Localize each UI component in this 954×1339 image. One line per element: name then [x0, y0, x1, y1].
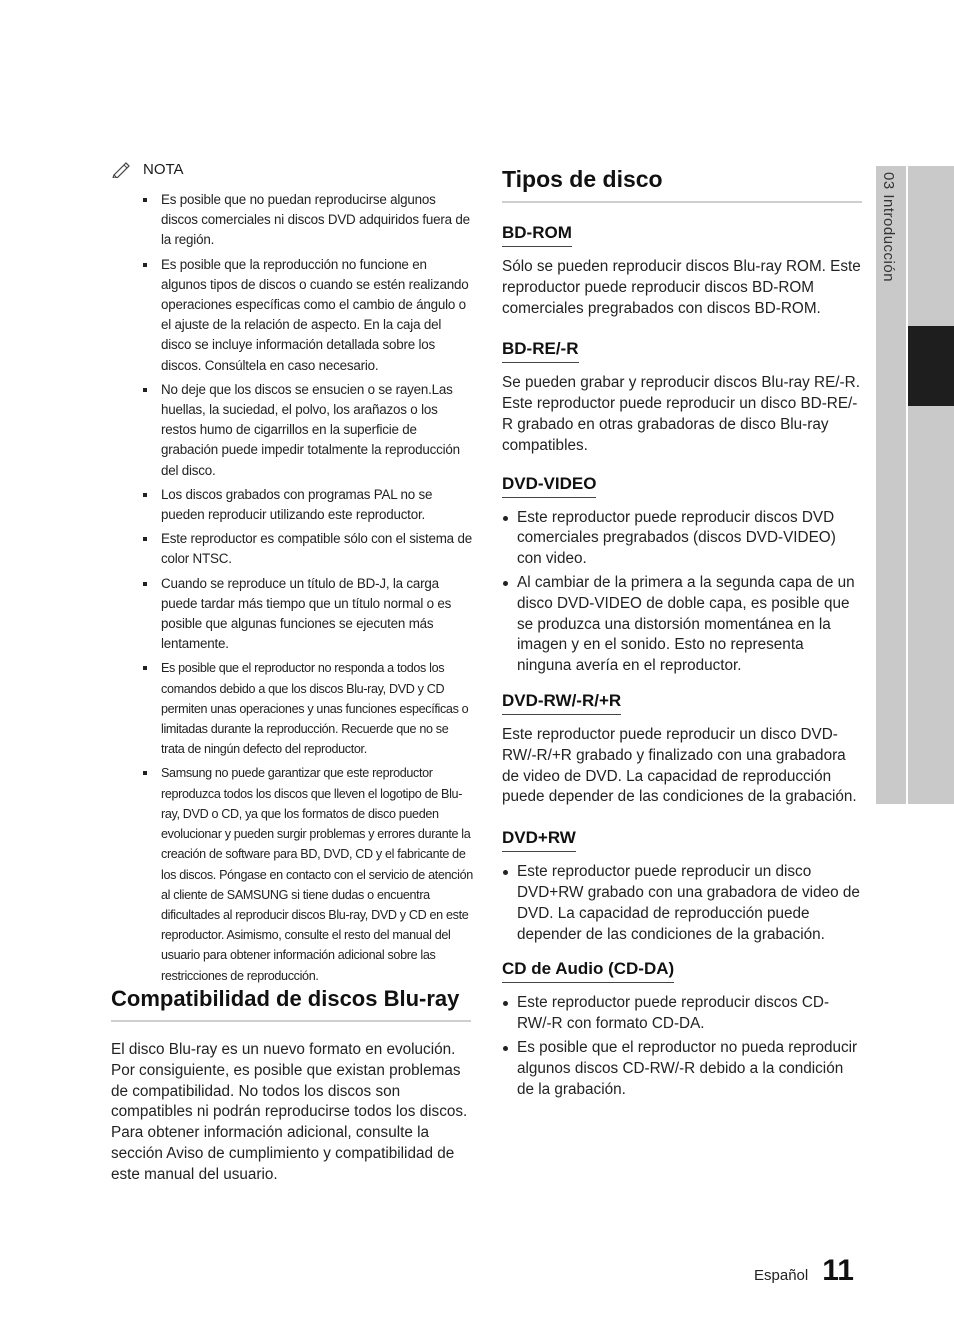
list-item: Este reproductor puede reproducir discos CD-RW/-R con formato CD-DA.	[502, 993, 862, 1035]
list-item: Es posible que no puedan reproducirse algunos discos comerciales ni discos DVD adquiridos fuera de la región.	[111, 190, 473, 251]
dvdplusrw-heading: DVD+RW	[502, 828, 576, 852]
compat-body: El disco Blu-ray es un nuevo formato en evolución. Por consiguiente, es posible que existan problemas de compatibilidad. No todos los discos son compatibles ni podrán reproducirse todos los discos. Para obtener información adicional, consulte la sección Aviso de cumplimiento y compatibilidad de este manual del usuario.	[111, 1041, 468, 1183]
dvdplusrw-block	[502, 828, 862, 945]
list-item: Este reproductor es compatible sólo con el sistema de color NTSC.	[111, 529, 473, 569]
list-item: Es posible que el reproductor no pueda reproducir algunos discos CD-RW/-R debido a la condición de la grabación.	[502, 1038, 862, 1100]
cdda-heading: CD de Audio (CD-DA)	[502, 959, 674, 983]
nota-list	[111, 190, 473, 986]
dvdrw-heading: DVD-RW/-R/+R	[502, 691, 621, 715]
nota-title: NOTA	[143, 160, 184, 178]
list-item: Es posible que el reproductor no responda a todos los comandos debido a que los discos Blu-ray, DVD y CD permiten unas operaciones y unas funciones específicas o limitadas durante la reproducción. Recuerde que no se trata de ningún defecto del reproductor.	[111, 658, 473, 759]
dvdvideo-block	[502, 474, 862, 677]
bdrom-body: Sólo se pueden reproducir discos Blu-ray ROM. Este reproductor puede reproducir discos BD-ROM comerciales pregrabados con discos BD-ROM.	[502, 258, 861, 317]
list-item: Samsung no puede garantizar que este reproductor reproduzca todos los discos que lleven el logotipo de Blu-ray, DVD o CD, ya que los formatos de disco pueden evolucionar y pueden surgir problemas y errores durante la creación de software para BD, DVD, CD y el fabricante de los discos. Póngase en contacto con el servicio de atención al cliente de SAMSUNG si tiene dudas o encuentra dificultades al reproducir discos Blu-ray, DVD y CD en este reproductor. Asimismo, consulte el resto del manual del usuario para obtener información adicional sobre las restricciones de reproducción.	[111, 763, 473, 985]
page-footer	[754, 1254, 854, 1288]
bdre-block	[502, 339, 862, 456]
dvdrw-block	[502, 691, 862, 808]
language-label: Español	[754, 1267, 809, 1284]
chapter-label: 03 Introducción	[880, 172, 897, 283]
chapter-marker	[908, 326, 954, 406]
tipos-section	[502, 166, 862, 1103]
nota-section	[111, 160, 473, 990]
compat-title: Compatibilidad de discos Blu-ray	[111, 986, 471, 1022]
list-item: Este reproductor puede reproducir discos DVD comerciales pregrabados (discos DVD-VIDEO) con video.	[502, 508, 862, 570]
list-item: Es posible que la reproducción no funcione en algunos tipos de discos o cuando se estén realizando operaciones específicas como el cambio de ángulo o el ajuste de la relación de aspecto. En la caja del disco se incluye información detallada sobre los discos. Consúltela en caso necesario.	[111, 255, 473, 376]
compat-section	[111, 986, 471, 1186]
dvdplusrw-list	[502, 862, 862, 945]
page-number: 11	[822, 1254, 854, 1287]
list-item: Cuando se reproduce un título de BD-J, la carga puede tardar más tiempo que un título normal o es posible que algunas funciones se ejecuten más lentamente.	[111, 574, 473, 655]
cdda-list	[502, 993, 862, 1100]
list-item: Los discos grabados con programas PAL no se pueden reproducir utilizando este reproductor.	[111, 485, 473, 525]
list-item: No deje que los discos se ensucien o se rayen.Las huellas, la suciedad, el polvo, los arañazos o los restos humo de cigarrillos en la superficie de grabación puede impedir totalmente la reproducción del disco.	[111, 380, 473, 481]
bdre-heading: BD-RE/-R	[502, 339, 579, 363]
tipos-title: Tipos de disco	[502, 166, 862, 203]
bdrom-block	[502, 223, 862, 319]
dvdvideo-heading: DVD-VIDEO	[502, 474, 596, 498]
list-item: Al cambiar de la primera a la segunda capa de un disco DVD-VIDEO de doble capa, es posible que se produzca una distorsión momentánea en la imagen y en el sonido. Esto no representa ninguna avería en el reproductor.	[502, 573, 862, 677]
list-item: Este reproductor puede reproducir un disco DVD+RW grabado con una grabadora de video de DVD. La capacidad de reproducción puede depender de las condiciones de la grabación.	[502, 862, 862, 945]
side-tab-divider	[906, 166, 908, 804]
nota-header	[111, 160, 473, 178]
pencil-icon	[111, 160, 133, 178]
cdda-block	[502, 959, 862, 1100]
dvdrw-body: Este reproductor puede reproducir un disco DVD-RW/-R/+R grabado y finalizado con una grabadora de video de DVD. La capacidad de reproducción puede depender de las condiciones de la grabación.	[502, 725, 857, 806]
bdre-body: Se pueden grabar y reproducir discos Blu-ray RE/-R. Este reproductor puede reproducir un disco BD-RE/-R grabado en otras grabadoras de disco Blu-ray compatibles.	[502, 374, 860, 454]
bdrom-heading: BD-ROM	[502, 223, 572, 247]
dvdvideo-list	[502, 508, 862, 677]
